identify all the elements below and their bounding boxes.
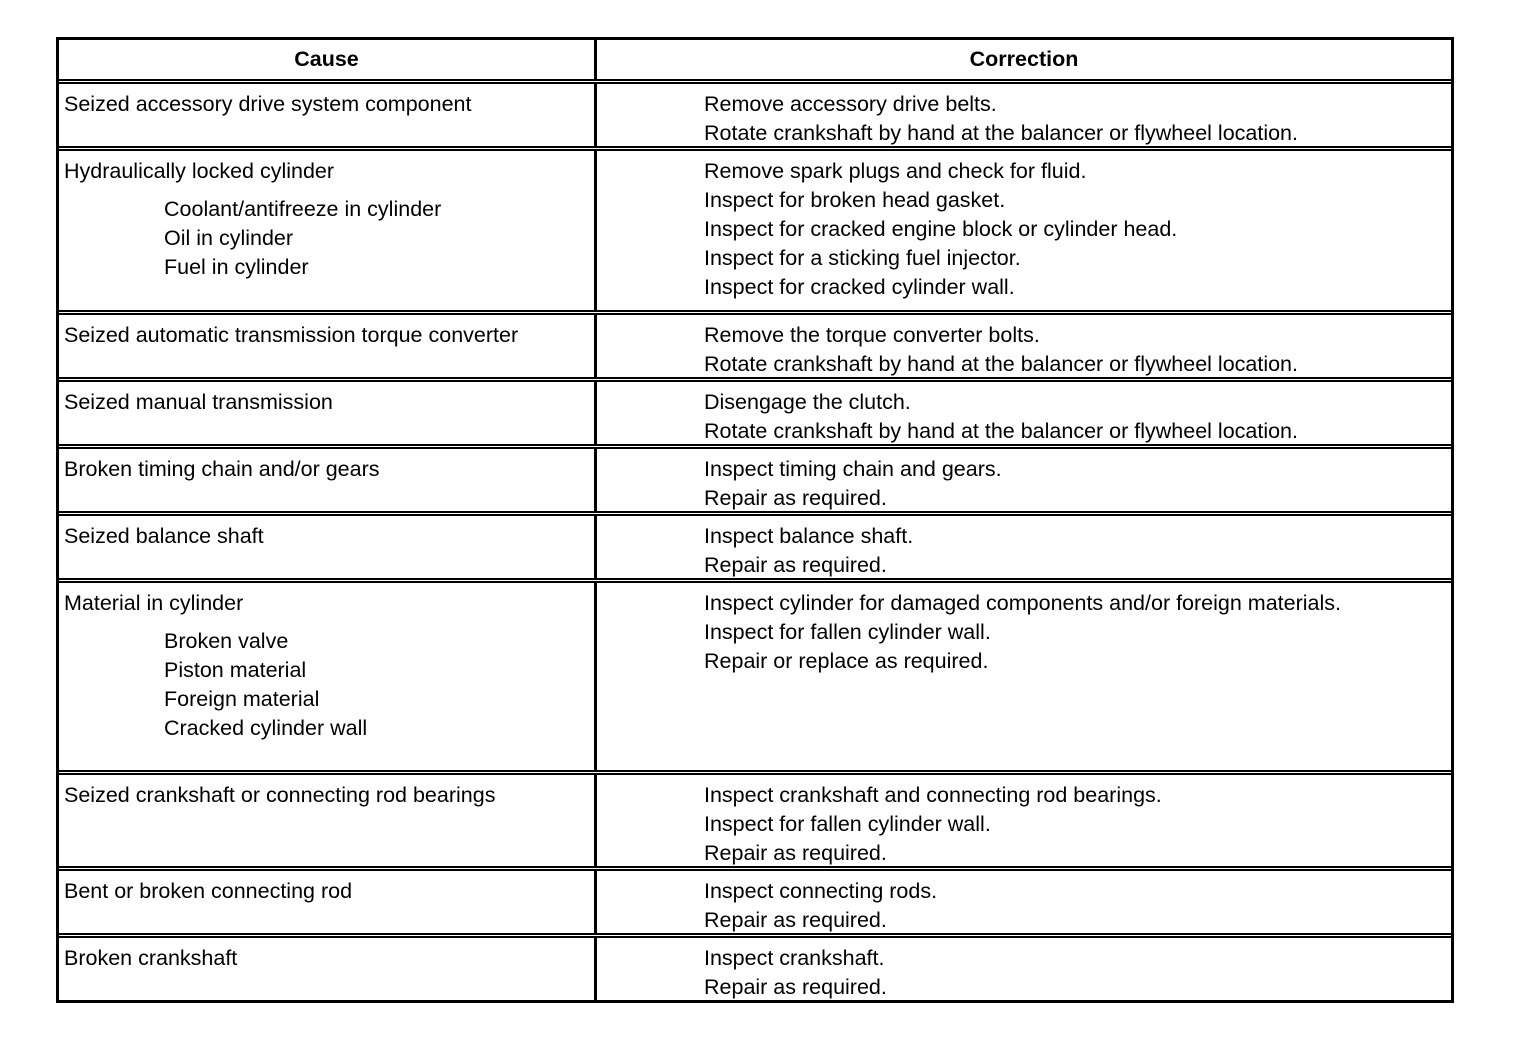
- correction-text: Inspect for cracked engine block or cylinder head.: [704, 217, 1178, 241]
- correction-text: Remove the torque converter bolts.: [704, 323, 1040, 347]
- cause-cell: [59, 151, 597, 310]
- correction-text: Inspect for broken head gasket.: [704, 188, 1006, 212]
- correction-text: Remove accessory drive belts.: [704, 92, 997, 116]
- table-row: [59, 377, 1451, 444]
- correction-text: Inspect for fallen cylinder wall.: [704, 620, 991, 644]
- cause-cell: [59, 871, 597, 933]
- cause-text: Bent or broken connecting rod: [64, 879, 353, 903]
- table-row: [59, 770, 1451, 866]
- cause-text: Hydraulically locked cylinder: [64, 159, 335, 183]
- cause-cell: [59, 84, 597, 146]
- cause-text: Seized balance shaft: [64, 524, 264, 548]
- correction-text: Repair as required.: [704, 553, 887, 577]
- table-row: [59, 511, 1451, 578]
- cause-column-header: Cause: [59, 40, 597, 79]
- correction-cell: [597, 938, 1451, 1000]
- correction-text: Inspect for cracked cylinder wall.: [704, 275, 1015, 299]
- cause-text: Seized automatic transmission torque converter: [64, 323, 519, 347]
- correction-text: Repair as required.: [704, 486, 887, 510]
- table-body: [59, 79, 1451, 1000]
- correction-text: Repair as required.: [704, 975, 887, 999]
- correction-text: Inspect timing chain and gears.: [704, 457, 1002, 481]
- correction-text: Inspect for a sticking fuel injector.: [704, 246, 1021, 270]
- correction-text: Rotate crankshaft by hand at the balancer or flywheel location.: [704, 419, 1298, 443]
- cause-text: Material in cylinder: [64, 591, 244, 615]
- correction-cell: [597, 775, 1451, 866]
- correction-text: Inspect cylinder for damaged components and/or foreign materials.: [704, 591, 1341, 615]
- cause-text: Seized accessory drive system component: [64, 92, 472, 116]
- sub-cause-text: Oil in cylinder: [164, 226, 294, 250]
- sub-cause-text: Cracked cylinder wall: [164, 716, 368, 740]
- table-row: [59, 866, 1451, 933]
- cause-cell: [59, 516, 597, 578]
- table-row: [59, 310, 1451, 377]
- correction-text: Disengage the clutch.: [704, 390, 911, 414]
- table-row: [59, 933, 1451, 1000]
- cause-cell: [59, 583, 597, 770]
- correction-text: Rotate crankshaft by hand at the balancer or flywheel location.: [704, 121, 1298, 145]
- cause-text: Broken crankshaft: [64, 946, 238, 970]
- correction-cell: [597, 382, 1451, 444]
- correction-cell: [597, 449, 1451, 511]
- correction-cell: [597, 871, 1451, 933]
- correction-cell: [597, 315, 1451, 377]
- table-header-row: [59, 40, 1451, 79]
- correction-cell: [597, 583, 1451, 770]
- table-row: [59, 146, 1451, 310]
- sub-cause-text: Fuel in cylinder: [164, 255, 309, 279]
- cause-text: Broken timing chain and/or gears: [64, 457, 380, 481]
- cause-text: Seized manual transmission: [64, 390, 333, 414]
- cause-cell: [59, 382, 597, 444]
- correction-text: Inspect crankshaft and connecting rod bearings.: [704, 783, 1162, 807]
- cause-cell: [59, 449, 597, 511]
- sub-cause-text: Coolant/antifreeze in cylinder: [164, 197, 442, 221]
- correction-cell: [597, 84, 1451, 146]
- correction-text: Remove spark plugs and check for fluid.: [704, 159, 1087, 183]
- correction-text: Rotate crankshaft by hand at the balancer or flywheel location.: [704, 352, 1298, 376]
- correction-text: Inspect crankshaft.: [704, 946, 885, 970]
- correction-text: Inspect connecting rods.: [704, 879, 938, 903]
- correction-text: Inspect balance shaft.: [704, 524, 914, 548]
- cause-cell: [59, 938, 597, 1000]
- sub-cause-text: Foreign material: [164, 687, 320, 711]
- table-row: [59, 444, 1451, 511]
- correction-text: Repair or replace as required.: [704, 649, 989, 673]
- sub-cause-text: Broken valve: [164, 629, 289, 653]
- correction-column-header: Correction: [969, 47, 1079, 71]
- diagnosis-table: [56, 37, 1454, 1003]
- table-row: [59, 79, 1451, 146]
- correction-text: Inspect for fallen cylinder wall.: [704, 812, 991, 836]
- cause-text: Seized crankshaft or connecting rod bearings: [64, 783, 496, 807]
- correction-cell: [597, 516, 1451, 578]
- cause-cell: [59, 775, 597, 866]
- sub-cause-text: Piston material: [164, 658, 307, 682]
- correction-cell: [597, 151, 1451, 310]
- correction-text: Repair as required.: [704, 841, 887, 865]
- correction-text: Repair as required.: [704, 908, 887, 932]
- cause-cell: [59, 315, 597, 377]
- table-row: [59, 578, 1451, 770]
